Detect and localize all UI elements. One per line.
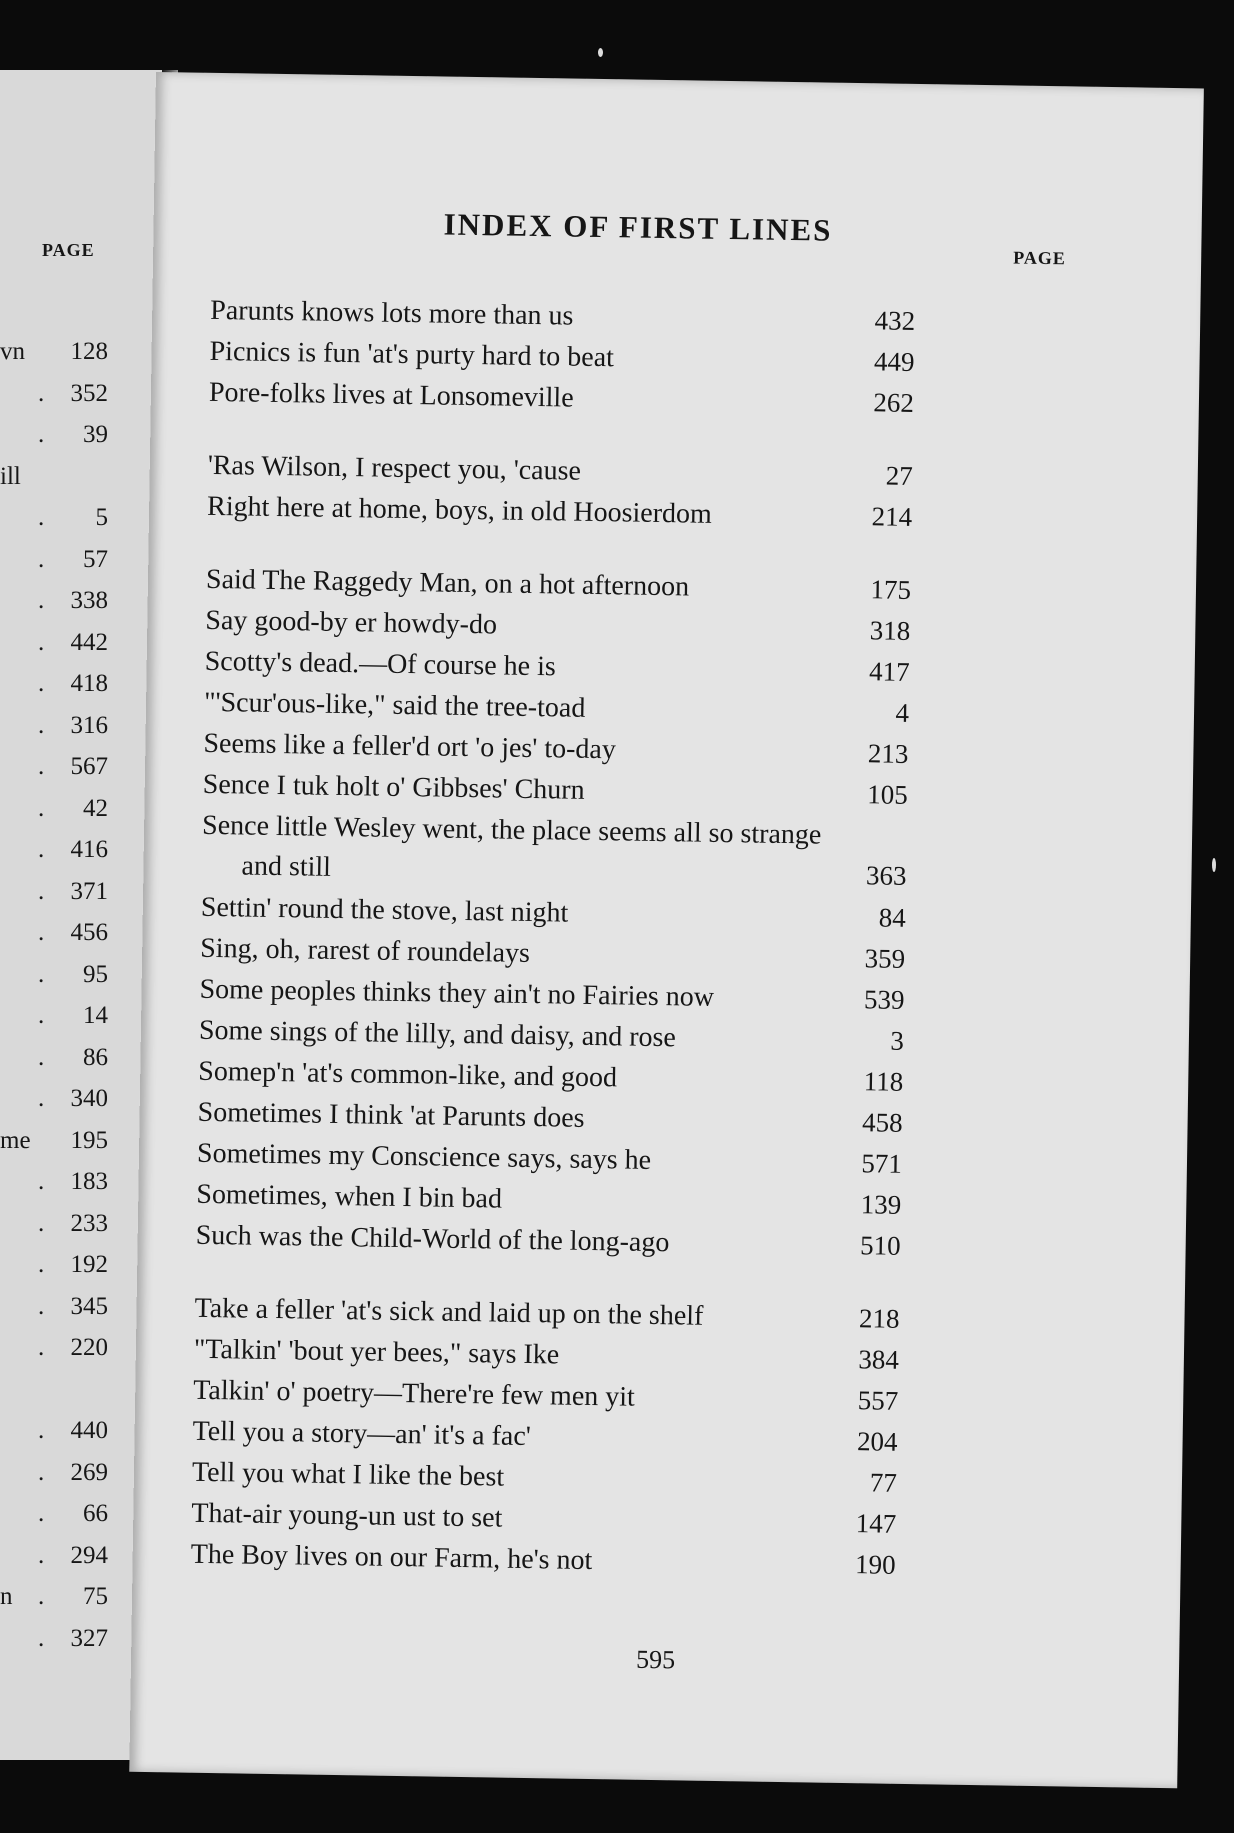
left-row-leader: .: [38, 1168, 45, 1195]
left-index-row: [0, 1251, 108, 1291]
left-row-leader: .: [38, 1292, 45, 1320]
left-row-page-number: 316: [70, 711, 108, 739]
entry-page-number: 432: [874, 305, 916, 336]
left-row-fragment: me: [0, 1126, 31, 1154]
entry-first-line: Sence little Wesley went, the place seems all so strange: [201, 809, 822, 851]
left-index-row: [0, 1168, 108, 1208]
entry-page-number: 190: [854, 1549, 896, 1580]
entry-first-line: The Boy lives on our Farm, he's not: [190, 1538, 593, 1577]
entry-first-line: "Talkin' 'bout yer bees," says Ike: [193, 1333, 560, 1371]
left-row-page-number: 86: [83, 1043, 108, 1071]
page-number: 595: [635, 1644, 676, 1675]
entry-first-line: Right here at home, boys, in old Hoosierdom: [206, 490, 713, 530]
entry-page-number: 262: [873, 387, 915, 418]
left-row-leader: .: [38, 379, 45, 407]
entry-first-line: Sence I tuk holt o' Gibbses' Churn: [202, 768, 585, 806]
left-index-row: [0, 629, 108, 669]
left-row-leader: .: [38, 1251, 45, 1278]
right-index-page: [129, 72, 1204, 1788]
left-index-row: [0, 836, 108, 876]
left-row-leader: .: [38, 1085, 45, 1112]
left-index-row: [0, 587, 108, 627]
entry-first-line: Some sings of the lilly, and daisy, and rose: [198, 1014, 677, 1054]
entry-page-number: 458: [861, 1107, 903, 1138]
entry-first-line: Pore-folks lives at Lonsomeville: [208, 376, 574, 414]
left-row-leader: .: [38, 711, 45, 739]
left-row-page-number: 75: [83, 1583, 108, 1610]
left-row-page-number: 345: [70, 1292, 108, 1320]
entry-first-line: Sometimes my Conscience says, says he: [196, 1137, 652, 1176]
left-row-page-number: 42: [83, 794, 108, 822]
left-row-page-number: 195: [70, 1126, 108, 1154]
entry-page-number: 571: [861, 1148, 903, 1179]
entry-first-line: Somep'n 'at's common-like, and good: [198, 1055, 618, 1094]
left-row-leader: .: [38, 1624, 45, 1652]
left-row-page-number: 442: [70, 628, 108, 656]
entry-first-line: Seems like a feller'd ort 'o jes' to-day: [203, 727, 617, 766]
entry-page-number: 4: [895, 697, 910, 728]
left-row-fragment: ill: [0, 462, 21, 490]
entry-page-number: 539: [863, 984, 905, 1015]
left-index-row: [0, 1459, 108, 1499]
entry-first-line: Scotty's dead.—Of course he is: [204, 645, 557, 683]
left-row-page-number: 128: [70, 338, 108, 365]
entry-page-number: 175: [870, 574, 912, 605]
entry-page-number: 139: [860, 1189, 902, 1220]
entry-first-line: Parunts knows lots more than us: [210, 294, 574, 332]
left-row-leader: .: [38, 1541, 45, 1569]
entry-first-line: 'Ras Wilson, I respect you, 'cause: [207, 449, 582, 487]
entry-page-number: 359: [864, 943, 906, 974]
entry-page-number: 105: [867, 779, 908, 810]
left-row-leader: .: [38, 1209, 45, 1237]
entry-page-number: 417: [868, 656, 910, 687]
entry-page-number: 118: [863, 1066, 904, 1097]
left-index-row: [0, 712, 108, 752]
dust-speck: [1212, 858, 1216, 872]
left-index-row: [0, 1293, 108, 1333]
left-page-header: PAGE: [42, 240, 95, 260]
left-index-row: [0, 421, 108, 461]
left-row-leader: .: [38, 1043, 45, 1071]
left-index-row: [0, 1334, 108, 1374]
left-row-leader: .: [38, 670, 45, 697]
entry-first-line: Said The Raggedy Man, on a hot afternoon: [205, 563, 690, 603]
page-column-header: PAGE: [1013, 247, 1067, 269]
left-row-page-number: 340: [70, 1085, 108, 1112]
left-row-page-number: 220: [70, 1334, 108, 1361]
left-row-leader: .: [38, 628, 45, 656]
left-row-leader: .: [38, 753, 45, 780]
entry-page-number: 510: [859, 1230, 901, 1261]
entry-first-line: Settin' round the stove, last night: [200, 891, 569, 929]
entry-page-number: 77: [869, 1467, 898, 1498]
left-row-leader: .: [38, 504, 45, 531]
entry-first-line: Such was the Child-World of the long-ago: [195, 1219, 670, 1259]
left-row-leader: .: [38, 1583, 45, 1610]
entry-page-number: 449: [873, 346, 915, 377]
left-row-leader: .: [38, 836, 45, 863]
left-row-page-number: 327: [70, 1624, 108, 1652]
left-row-leader: .: [38, 1500, 45, 1527]
left-index-row: [0, 1044, 108, 1084]
left-row-page-number: 269: [70, 1458, 108, 1486]
left-index-row: [0, 1210, 108, 1250]
left-row-page-number: 5: [95, 504, 108, 531]
left-row-page-number: 416: [70, 836, 108, 863]
left-index-row: [0, 463, 108, 503]
entry-page-number: 84: [878, 902, 907, 933]
left-row-page-number: 95: [83, 960, 108, 988]
entry-first-line: Tell you what I like the best: [191, 1456, 505, 1493]
entry-page-number: 557: [857, 1385, 899, 1416]
entry-page-number: 384: [858, 1344, 900, 1375]
left-row-page-number: 39: [83, 421, 108, 448]
left-index-row: [0, 1583, 108, 1623]
left-index-row: [0, 795, 108, 835]
left-row-leader: .: [38, 1002, 45, 1029]
entry-continuation: and still: [241, 850, 332, 883]
left-index-row: [0, 1542, 108, 1582]
entry-first-line: Picnics is fun 'at's purty hard to beat: [209, 335, 615, 374]
entry-page-number: 214: [871, 501, 913, 532]
page-title: INDEX OF FIRST LINES: [443, 206, 833, 248]
left-index-row: [0, 753, 108, 793]
left-index-row: [0, 961, 108, 1001]
entry-first-line: Sometimes, when I bin bad: [196, 1178, 503, 1215]
left-index-row: [0, 919, 108, 959]
left-row-page-number: 418: [70, 670, 108, 697]
entry-first-line: Tell you a story—an' it's a fac': [192, 1415, 532, 1453]
left-row-page-number: 567: [70, 753, 108, 780]
entry-page-number: 147: [855, 1508, 897, 1539]
left-row-fragment: vn: [0, 338, 25, 365]
left-index-row: [0, 338, 108, 378]
left-row-fragment: n: [0, 1583, 13, 1610]
left-row-page-number: 371: [70, 877, 108, 905]
left-row-leader: .: [38, 1334, 45, 1361]
entry-first-line: Talkin' o' poetry—There're few men yit: [193, 1374, 636, 1413]
left-row-page-number: 233: [70, 1209, 108, 1237]
entry-first-line: Say good-by er howdy-do: [205, 604, 498, 641]
left-row-leader: .: [38, 877, 45, 905]
left-index-row: [0, 670, 108, 710]
left-index-row: [0, 1085, 108, 1125]
left-index-row: [0, 1376, 108, 1416]
left-row-leader: .: [38, 587, 45, 614]
entry-page-number: 3: [890, 1025, 905, 1056]
left-row-page-number: 352: [70, 379, 108, 407]
dust-speck: [598, 48, 603, 57]
left-row-leader: .: [38, 919, 45, 946]
entry-first-line: That-air young-un ust to set: [191, 1497, 503, 1534]
left-index-row: [0, 1002, 108, 1042]
left-row-page-number: 183: [70, 1168, 108, 1195]
entry-page-number: 363: [865, 860, 907, 891]
left-row-leader: .: [38, 1417, 45, 1444]
left-row-leader: .: [38, 794, 45, 822]
left-index-row: [0, 504, 108, 544]
left-index-row: [0, 1417, 108, 1457]
left-index-row: [0, 1127, 108, 1167]
entry-page-number: 27: [885, 460, 913, 491]
left-row-page-number: 14: [83, 1002, 108, 1029]
left-index-row: [0, 878, 108, 918]
entry-first-line: "'Scur'ous-like," said the tree-toad: [203, 686, 586, 724]
entry-first-line: Sometimes I think 'at Parunts does: [197, 1096, 585, 1134]
left-row-page-number: 66: [83, 1500, 108, 1527]
entry-page-number: 218: [858, 1303, 900, 1334]
left-row-leader: .: [38, 1458, 45, 1486]
left-index-row: [0, 380, 108, 420]
left-row-page-number: 57: [83, 545, 108, 573]
left-index-row: [0, 546, 108, 586]
left-row-page-number: 338: [70, 587, 108, 614]
entry-page-number: 318: [869, 615, 911, 646]
entry-page-number: 213: [867, 738, 909, 769]
entry-page-number: 204: [856, 1426, 898, 1457]
entry-first-line: Take a feller 'at's sick and laid up on the shelf: [194, 1292, 704, 1332]
left-row-page-number: 456: [70, 919, 108, 946]
left-index-row: [0, 1625, 108, 1665]
left-row-page-number: 294: [70, 1541, 108, 1569]
left-row-leader: .: [38, 421, 45, 448]
left-row-leader: .: [38, 545, 45, 573]
left-index-row: [0, 1500, 108, 1540]
entry-first-line: Sing, oh, rarest of roundelays: [199, 932, 531, 969]
left-row-leader: .: [38, 960, 45, 988]
left-row-page-number: 192: [70, 1251, 108, 1278]
left-row-page-number: 440: [70, 1417, 108, 1444]
entry-first-line: Some peoples thinks they ain't no Fairies now: [199, 973, 715, 1013]
